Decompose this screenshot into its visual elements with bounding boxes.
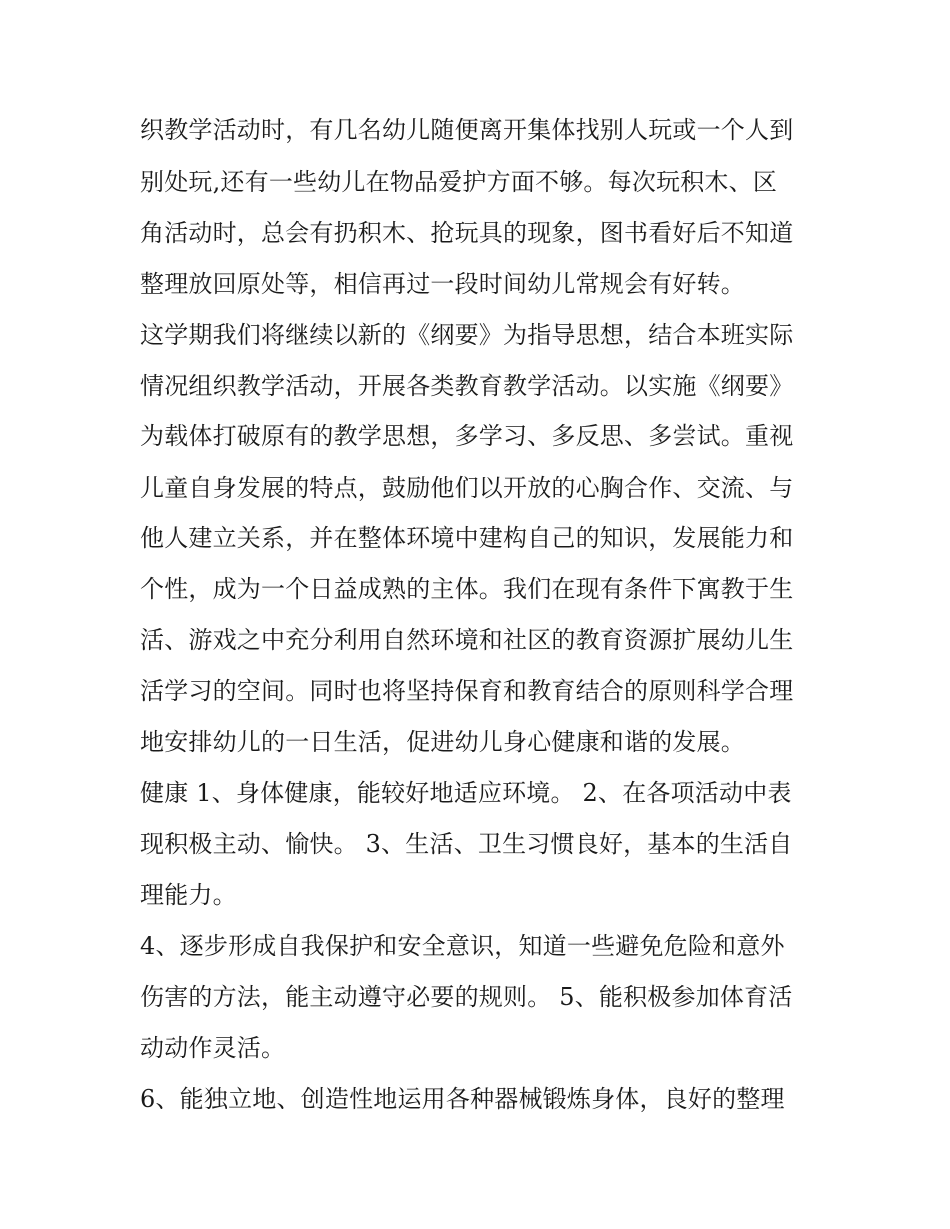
text-line: 别处玩,还有一些幼儿在物品爱护方面不够。每次玩积木、区 bbox=[140, 168, 778, 196]
text-line: 这学期我们将继续以新的《纲要》为指导思想，结合本班实际 bbox=[140, 321, 794, 349]
text-line: 活、游戏之中充分利用自然环境和社区的教育资源扩展幼儿生 bbox=[140, 626, 794, 654]
text-line: 儿童自身发展的特点，鼓励他们以开放的心胸合作、交流、与 bbox=[140, 474, 794, 502]
text-line: 活学习的空间。同时也将坚持保育和教育结合的原则科学合理 bbox=[140, 677, 794, 705]
text-line: 健康 1、身体健康，能较好地适应环境。 2、在各项活动中表 bbox=[140, 779, 792, 807]
text-line: 地安排幼儿的一日生活，促进幼儿身心健康和谐的发展。 bbox=[140, 728, 745, 756]
text-line: 6、能独立地、创造性地运用各种器械锻炼身体，良好的整理 bbox=[140, 1085, 785, 1113]
text-line: 情况组织教学活动，开展各类教育教学活动。以实施《纲要》 bbox=[140, 372, 794, 400]
text-line: 整理放回原处等，相信再过一段时间幼儿常规会有好转。 bbox=[140, 270, 745, 298]
text-line: 个性，成为一个日益成熟的主体。我们在现有条件下寓教于生 bbox=[140, 575, 794, 603]
text-line: 理能力。 bbox=[140, 881, 237, 909]
text-line: 织教学活动时，有几名幼儿随便离开集体找别人玩或一个人到 bbox=[140, 116, 794, 144]
text-line: 角活动时，总会有扔积木、抢玩具的现象，图书看好后不知道 bbox=[140, 219, 794, 247]
text-line: 4、逐步形成自我保护和安全意识，知道一些避免危险和意外 bbox=[140, 932, 785, 960]
text-line: 动动作灵活。 bbox=[140, 1034, 286, 1062]
text-line: 伤害的方法，能主动遵守必要的规则。 5、能积极参加体育活 bbox=[140, 983, 793, 1011]
text-line: 现积极主动、愉快。 3、生活、卫生习惯良好，基本的生活自 bbox=[140, 830, 793, 858]
text-line: 为载体打破原有的教学思想，多学习、多反思、多尝试。重视 bbox=[140, 422, 794, 450]
text-line: 他人建立关系，并在整体环境中建构自己的知识，发展能力和 bbox=[140, 524, 794, 552]
